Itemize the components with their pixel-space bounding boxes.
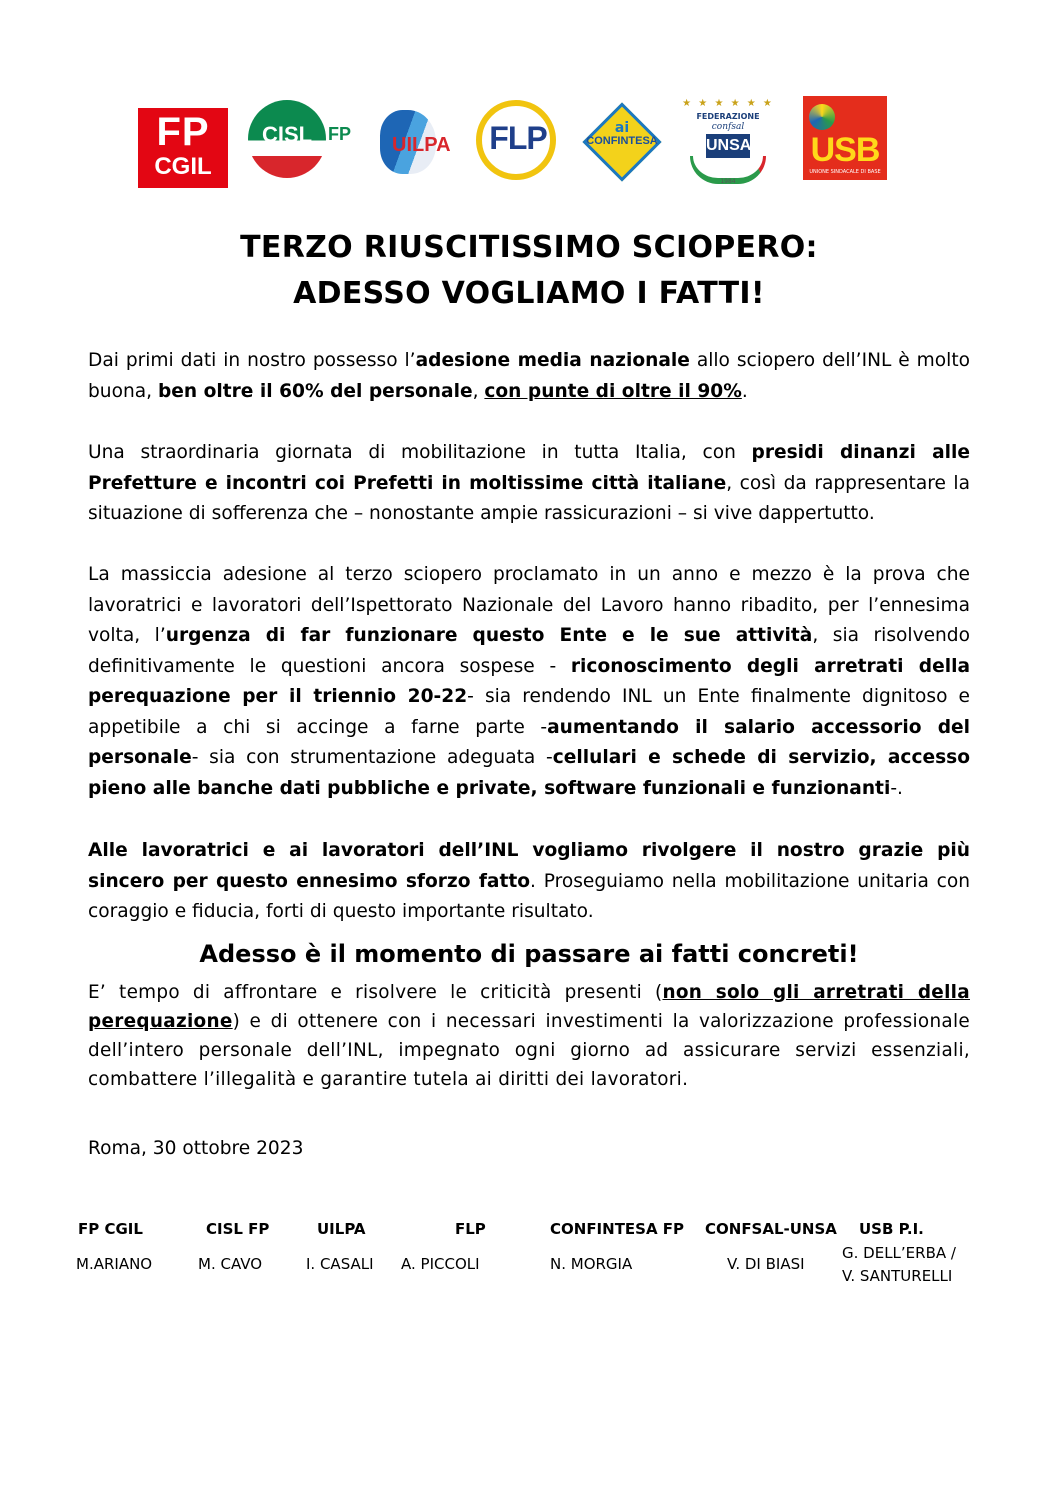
cisl-logo-text: CISL [261,122,313,147]
bold-underlined-text: non solo gli arretrati della perequazione [88,982,970,1032]
paragraph-next-steps [88,978,970,1094]
text: ) e di ottenere con i necessari investimenti la valorizzazione professionale dell’intero personale dell’INL, impegnato ogni giorno ad assicurare servizi essenziali, combattere l’illegalità e garantire tutela ai diritti dei lavoratori. [88,1011,970,1090]
cisl-fp-logo [248,100,360,182]
signature-org: FP CGIL [78,1220,143,1238]
paragraph-thanks [88,836,970,928]
paragraph-demands [88,560,970,804]
signature-name: A. PICCOLI [401,1255,480,1273]
text: , così da rappresentare la situazione di sofferenza che – nonostante ampie rassicurazioni – si vive dappertutto. [88,472,970,524]
subheading: Adesso è il momento di passare ai fatti concreti! [199,940,859,968]
signature-org: UILPA [317,1220,366,1238]
bold-text: urgenza di far funzionare questo Ente e le sue attività [165,625,813,646]
bold-text: adesione media nazionale [415,350,690,371]
date-line: Roma, 30 ottobre 2023 [88,1138,304,1159]
text: . [741,380,748,402]
title-line-1: TERZO RIUSCITISSIMO SCIOPERO: [240,230,818,265]
text: , [472,380,485,402]
confintesa-logo-mark: ai [614,120,630,136]
text: Dai primi dati in nostro possesso l’ [88,350,416,371]
signature-name: V. SANTURELLI [842,1267,953,1285]
text: E’ tempo di affrontare e risolvere le criticità presenti ( [88,982,663,1003]
signature-name: M.ARIANO [76,1255,153,1273]
paragraph-adhesion [88,346,970,407]
text: , sia risolvendo definitivamente le questioni ancora sospese - [88,625,970,677]
bold-text: cellulari e schede di servizio, accesso pieno alle banche dati pubbliche e private, software funzionali e funzionanti [88,747,970,799]
usb-rainbow-emblem [809,104,835,130]
signature-name: V. DI BIASI [727,1255,805,1273]
text: . Proseguiamo nella mobilitazione unitaria con coraggio e fiducia, forti di questo importante risultato. [88,870,970,922]
bold-text: Alle lavoratrici e ai lavoratori dell’INL vogliamo rivolgere il nostro grazie più sincero per questo ennesimo sforzo fatto [88,840,970,892]
star-icons: ★ ★ ★ ★ ★ ★ [682,98,774,109]
signature-org: FLP [455,1220,486,1238]
signature-org: CONFSAL-UNSA [705,1220,837,1238]
logo-bar [0,0,1058,200]
text: La massiccia adesione al terzo sciopero proclamato in un anno e mezzo è la prova che lavoratrici e lavoratori dell’Ispettorato Nazionale del Lavoro hanno ribadito, per l’ennesima volta, l’ [88,564,970,646]
text: Una straordinaria giornata di mobilitazione in tutta Italia, con [88,442,752,463]
signature-org: CONFINTESA FP [550,1220,685,1238]
signature-org: CISL FP [206,1220,270,1238]
cisl-logo-suffix: FP [328,124,352,144]
bold-underlined-text: con punte di oltre il 90% [484,380,742,402]
flp-logo [476,100,560,186]
signature-name: M. CAVO [198,1255,263,1273]
bold-text: riconoscimento degli arretrati della perequazione per il triennio 20-22 [88,655,970,707]
usb-logo [803,96,887,180]
flp-logo-text: FLP [489,120,547,156]
usb-logo-text: USB [810,131,880,169]
fp-cgil-logo-line1: FP [156,110,210,154]
bold-text: ben oltre il 60% del personale [157,380,473,402]
fp-cgil-logo-line2: CGIL [154,153,212,180]
usb-logo-subtext: UNIONE SINDACALE DI BASE [809,169,881,175]
signature-name: G. DELL’ERBA / [842,1244,956,1262]
confintesa-logo-text: CONFINTESA [586,135,658,147]
bold-text: presidi dinanzi alle Prefetture e incontri coi Prefetti in moltissime città italiane [88,442,970,494]
unsa-logo-text: UNSA [706,134,750,158]
unsa-logo-year: 1984 [720,178,736,185]
unsa-logo-line1: FEDERAZIONE [696,112,760,121]
text: allo sciopero dell’INL è molto buona, [88,350,970,402]
text: - sia con strumentazione adeguata - [191,747,553,768]
uilpa-logo [376,104,456,180]
signature-name: N. MORGIA [550,1255,633,1273]
text: - sia rendendo INL un Ente finalmente dignitoso e appetibile a chi si accinge a farne parte - [88,686,970,738]
uilpa-logo-text: UILPA [392,134,451,156]
confsal-unsa-logo [680,98,776,190]
signature-org: USB P.I. [859,1220,924,1238]
signature-name: I. CASALI [306,1255,374,1273]
unsa-logo-line2: confsal [711,122,745,132]
confintesa-logo [582,102,662,182]
text: -. [890,777,903,799]
bold-text: aumentando il salario accessorio del personale [88,716,970,768]
title-line-2: ADESSO VOGLIAMO I FATTI! [293,276,765,311]
fp-cgil-logo [138,108,228,188]
paragraph-mobilization [88,438,970,530]
